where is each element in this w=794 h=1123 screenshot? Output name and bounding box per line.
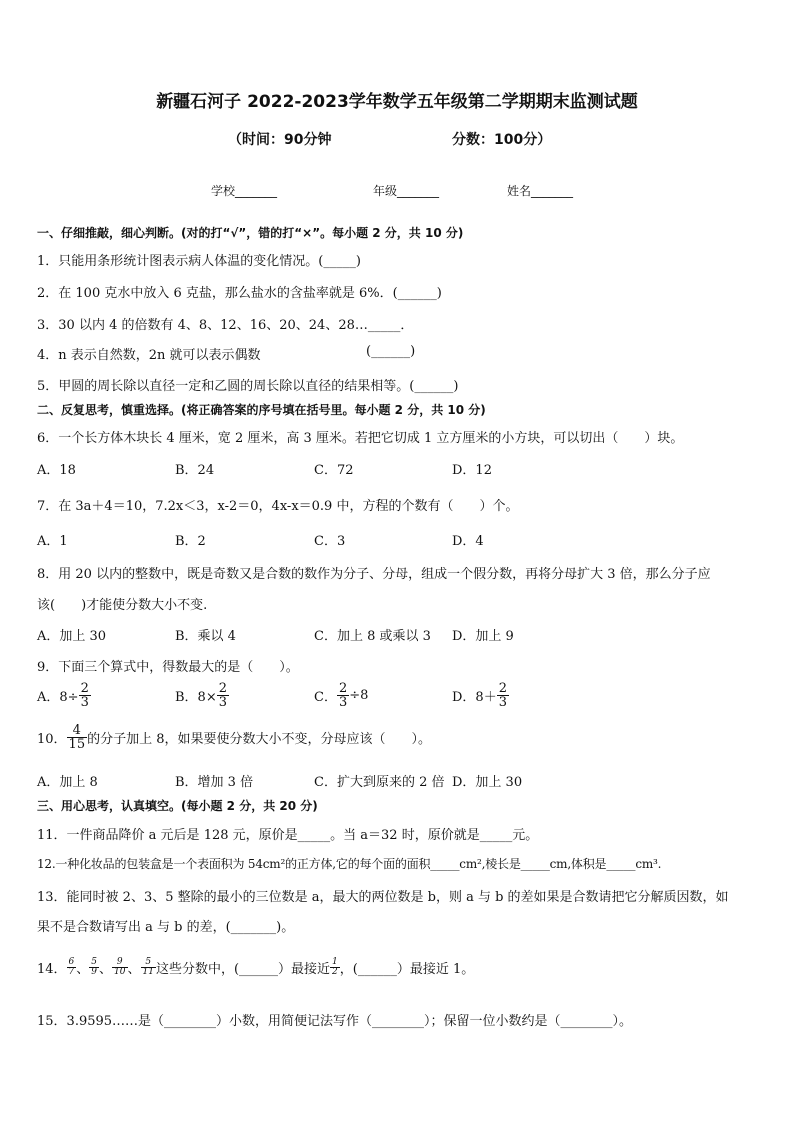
q10-option-c: C．扩大到原来的 2 倍 xyxy=(314,775,445,790)
q9-option-c xyxy=(314,682,368,709)
q14-number: 14． xyxy=(37,962,67,977)
fraction-numerator: 2 xyxy=(218,681,227,696)
q6-option-d: D．12 xyxy=(452,463,492,478)
q8-option-d: D．加上 9 xyxy=(452,629,514,644)
grade-field: 年级_______ xyxy=(373,184,440,198)
q10-option-b: B．增加 3 倍 xyxy=(175,775,254,790)
fraction-denominator: 3 xyxy=(218,695,227,710)
q7-option-d: D．4 xyxy=(452,534,484,549)
fraction-denominator: 3 xyxy=(498,695,507,710)
q7-option-a: A．1 xyxy=(37,534,68,549)
question-13-line1: 13．能同时被 2、3、5 整除的最小的三位数是 a，最大的两位数是 b，则 a 与 b 的差如果是合数请把它分解质因数，如 xyxy=(37,890,729,905)
q9-d-text: D．8＋ xyxy=(452,690,497,705)
question-4-blank: (______) xyxy=(366,344,416,359)
section-1-heading: 一、仔细推敲，细心判断。(对的打“√”，错的打“×”。每小题 2 分，共 10 分) xyxy=(37,226,464,240)
fraction-numerator: 1 xyxy=(332,957,338,967)
question-10 xyxy=(37,724,431,751)
question-11: 11．一件商品降价 a 元后是 128 元，原价是_____。当 a＝32 时，原价就是_____元。 xyxy=(37,828,539,843)
fraction xyxy=(217,682,229,709)
page-title: 新疆石河子 2022-2023学年数学五年级第二学期期末监测试题 xyxy=(156,92,638,112)
q6-option-b: B．24 xyxy=(175,463,215,478)
q14-middle-text: 这些分数中，(______）最接近 xyxy=(155,962,331,977)
fraction xyxy=(67,724,88,751)
fraction xyxy=(330,958,340,977)
fraction-denominator: 7 xyxy=(68,967,75,977)
name-field: 姓名_______ xyxy=(507,184,574,198)
q9-a-text: A．8÷ xyxy=(37,690,79,705)
q8-option-b: B．乘以 4 xyxy=(175,629,236,644)
q9-option-b xyxy=(175,682,229,709)
q9-option-d xyxy=(452,682,509,709)
school-field: 学校_______ xyxy=(211,184,278,198)
fraction-denominator: 3 xyxy=(338,695,348,710)
fraction xyxy=(112,958,127,977)
separator: 、 xyxy=(76,962,90,977)
exam-score: 分数：100分） xyxy=(452,132,552,148)
q8-option-a: A．加上 30 xyxy=(37,629,107,644)
q10-option-a: A．加上 8 xyxy=(37,775,98,790)
fraction-denominator: 3 xyxy=(80,695,89,710)
q10-text: 的分子加上 8，如果要使分数大小不变，分母应该（ ）。 xyxy=(87,732,431,747)
q9-c-text: C． xyxy=(314,690,337,705)
fraction xyxy=(497,682,509,709)
fraction-numerator: 4 xyxy=(72,723,81,738)
q9-b-text: B．8× xyxy=(175,690,217,705)
question-4: 4．n 表示自然数，2n 就可以表示偶数 xyxy=(37,348,261,363)
question-3: 3．30 以内 4 的倍数有 4、8、12、16、20、24、28…_____． xyxy=(37,318,414,333)
q6-option-a: A．18 xyxy=(37,463,76,478)
question-12: 12.一种化妆品的包装盒是一个表面积为 54cm²的正方体,它的每个面的面积_____cm²,棱长是_____cm,体积是_____cm³. xyxy=(37,857,662,871)
fraction-numerator: 6 xyxy=(68,957,75,967)
question-7: 7．在 3a＋4＝10，7.2x＜3，x-2＝0，4x-x＝0.9 中，方程的个数有（ ）个。 xyxy=(37,499,519,514)
question-5: 5．甲圆的周长除以直径一定和乙圆的周长除以直径的结果相等。(______) xyxy=(37,379,459,394)
question-14 xyxy=(37,958,474,977)
question-15: 15．3.9595……是（________）小数，用简便记法写作（________）；保留一位小数约是（________）。 xyxy=(37,1014,633,1029)
fraction-numerator: 2 xyxy=(338,681,348,696)
fraction-numerator: 9 xyxy=(116,957,123,967)
question-9: 9．下面三个算式中，得数最大的是（ ）。 xyxy=(37,660,299,675)
q10-number: 10． xyxy=(37,732,67,747)
exam-time: （时间：90分钟 xyxy=(228,132,332,148)
fraction-denominator: 2 xyxy=(332,967,338,977)
q9-c-operator: ÷8 xyxy=(349,688,369,703)
q10-option-d: D．加上 30 xyxy=(452,775,523,790)
question-8-line2: 该( )才能使分数大小不变. xyxy=(37,598,208,613)
fraction-numerator: 5 xyxy=(145,957,152,967)
section-2-heading: 二、反复思考，慎重选择。(将正确答案的序号填在括号里。每小题 2 分，共 10 分) xyxy=(37,403,486,417)
fraction-denominator: 11 xyxy=(142,967,154,977)
question-13-line2: 果不是合数请写出 a 与 b 的差，(_______)。 xyxy=(37,920,295,935)
fraction xyxy=(89,958,99,977)
fraction-denominator: 9 xyxy=(91,967,98,977)
question-2: 2．在 100 克水中放入 6 克盐，那么盐水的含盐率就是 6%．(______) xyxy=(37,286,442,301)
q14-end-text: ，(______）最接近 1。 xyxy=(339,962,475,977)
question-1: 1．只能用条形统计图表示病人体温的变化情况。(_____) xyxy=(37,254,361,269)
fraction xyxy=(79,682,91,709)
question-6: 6．一个长方体木块长 4 厘米，宽 2 厘米，高 3 厘米。若把它切成 1 立方厘米的小方块，可以切出（ ）块。 xyxy=(37,431,684,446)
section-3-heading: 三、用心思考，认真填空。(每小题 2 分，共 20 分) xyxy=(37,799,318,813)
fraction-denominator: 10 xyxy=(114,967,126,977)
fraction-numerator: 2 xyxy=(80,681,89,696)
question-8-line1: 8．用 20 以内的整数中，既是奇数又是合数的数作为分子、分母，组成一个假分数，再将分母扩大 3 倍，那么分子应 xyxy=(37,567,711,582)
separator: 、 xyxy=(99,962,113,977)
q8-option-c: C．加上 8 或乘以 3 xyxy=(314,629,431,644)
q6-option-c: C．72 xyxy=(314,463,354,478)
fraction xyxy=(67,958,77,977)
fraction-numerator: 2 xyxy=(498,681,507,696)
fraction-denominator: 15 xyxy=(68,737,86,752)
fraction-numerator: 5 xyxy=(91,957,98,967)
separator: 、 xyxy=(127,962,141,977)
fraction xyxy=(141,958,156,977)
q7-option-c: C．3 xyxy=(314,534,346,549)
q9-option-a xyxy=(37,682,91,709)
q7-option-b: B．2 xyxy=(175,534,206,549)
fraction xyxy=(337,682,349,709)
